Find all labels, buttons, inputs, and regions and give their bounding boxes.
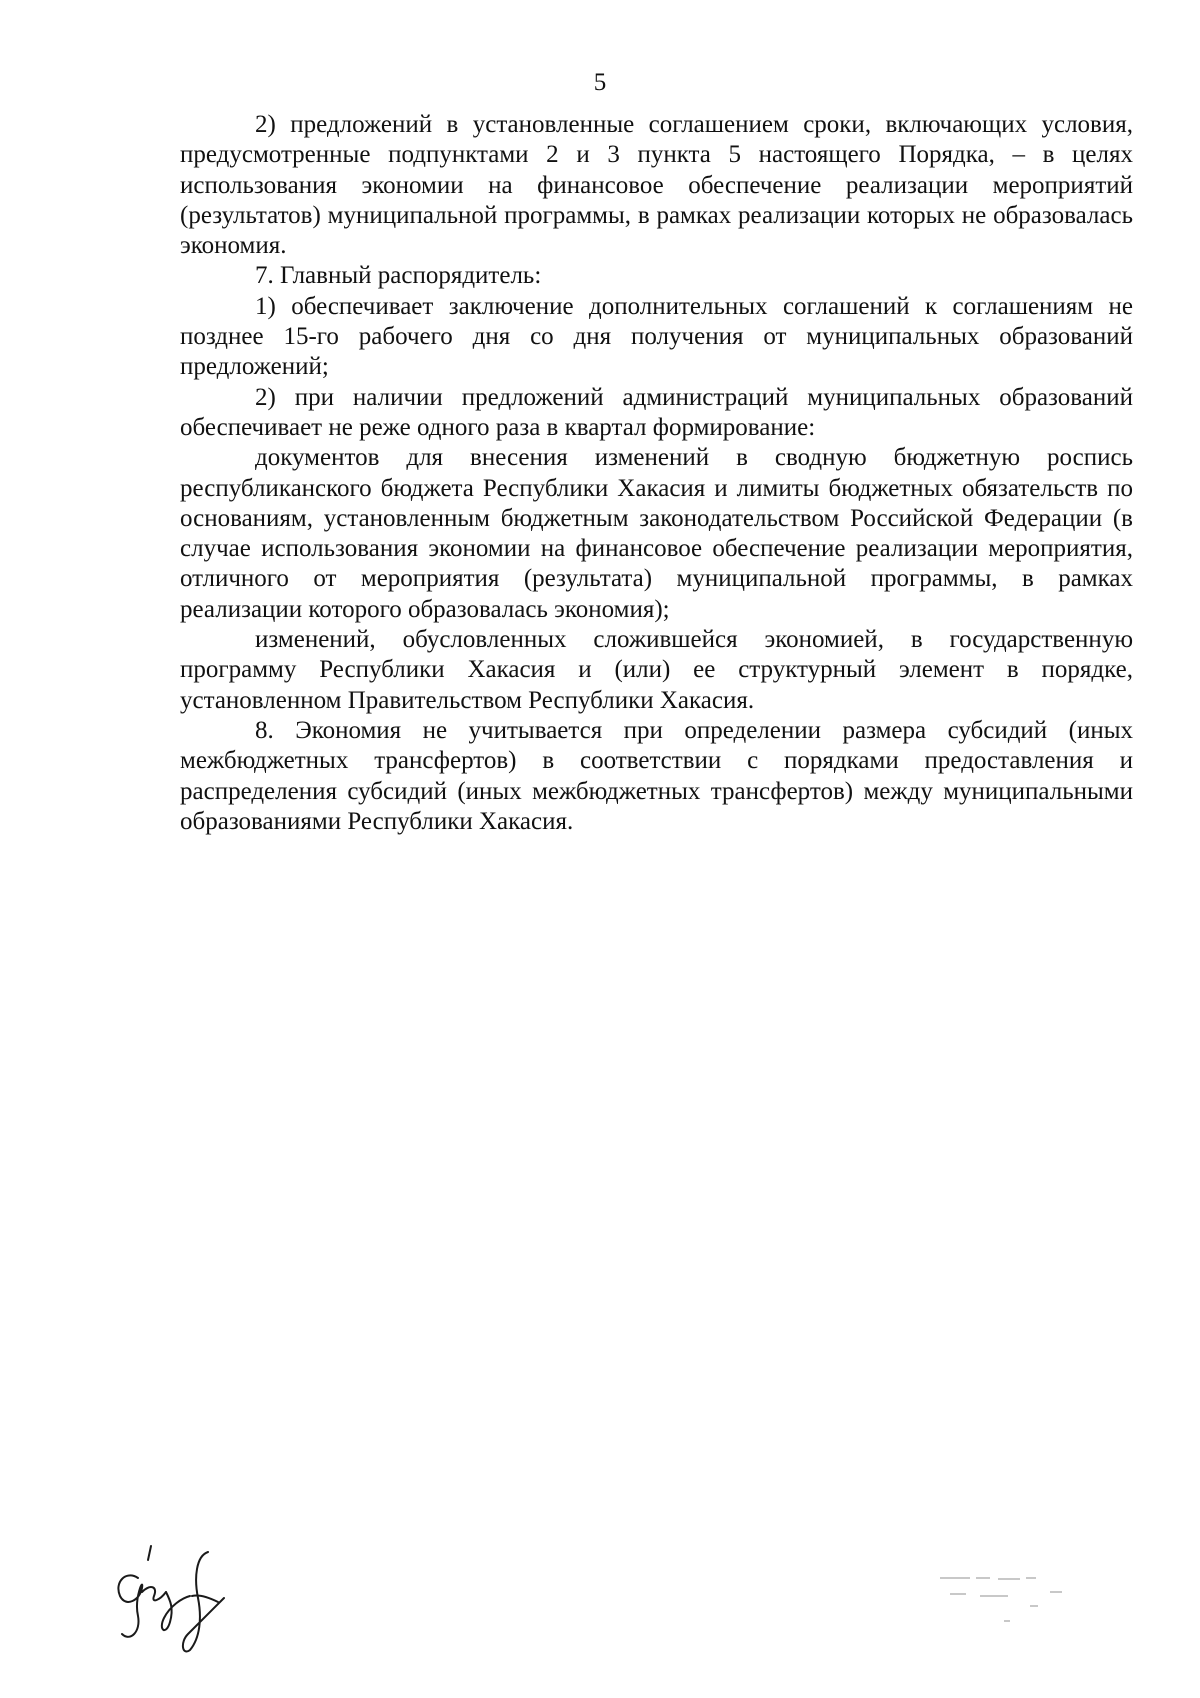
paragraph-item-1-agreements: 1) обеспечивает заключение дополнительных соглашений к соглашениям не позднее 15-го рабочего дня со дня получения от муниципальных образований предложений; [180, 292, 1133, 381]
paragraph-clause-7-heading: 7. Главный распорядитель: [255, 262, 542, 290]
paragraph-budget-documents: документов для внесения изменений в сводную бюджетную роспись республиканского бюджета Республики Хакасия и лимиты бюджетных обязательств по основаниям, установленным бюджетным законодательством Российской Федерации (в случае использования экономии на финансовое обеспечение реализации мероприятия, отличного от мероприятия (результата) муниципальной программы, в рамках реализации которого образовалась экономия); [180, 444, 1133, 623]
page-number: 5 [593, 69, 607, 96]
paragraph-clause-8: 8. Экономия не учитывается при определении размера субсидий (иных межбюджетных трансфертов) в соответствии с порядками предоставления и распределения субсидий (иных межбюджетных трансфертов) между муниципальными образованиями Республики Хакасия. [180, 716, 1133, 835]
handwritten-signature [108, 1538, 248, 1658]
paragraph-program-changes: изменений, обусловленных сложившейся экономией, в государственную программу Республики Хакасия и (или) ее структурный элемент в порядке, установленном Правительством Республики Хакасия. [180, 626, 1133, 714]
paragraph-item-2-formation: 2) при наличии предложений администраций муниципальных образований обеспечивает не реже одного раза в квартал формирование: [180, 383, 1133, 441]
document-body [180, 110, 1133, 837]
scan-noise [920, 1565, 1150, 1665]
paragraph-item-2-proposals: 2) предложений в установленные соглашением сроки, включающих условия, предусмотренные подпунктами 2 и 3 пункта 5 настоящего Порядка, – в целях использования экономии на финансовое обеспечение реализации мероприятий (результатов) муниципальной программы, в рамках реализации которых не образовалась экономия. [180, 111, 1133, 260]
